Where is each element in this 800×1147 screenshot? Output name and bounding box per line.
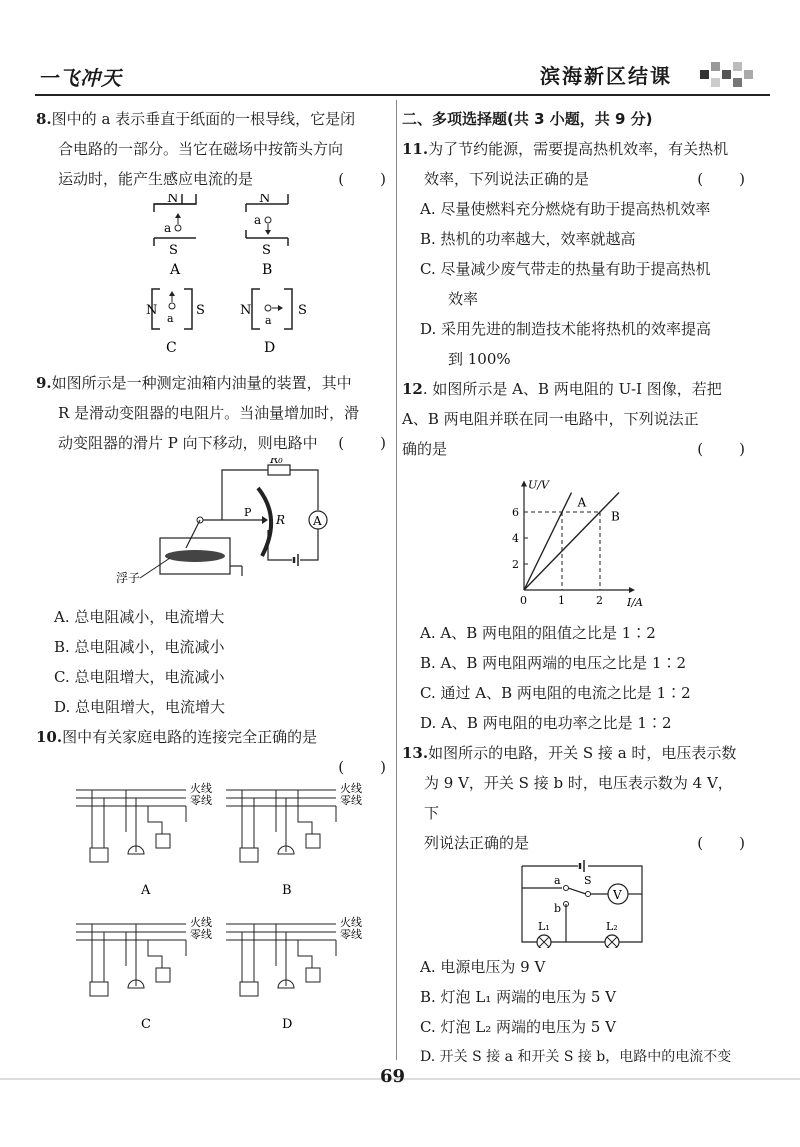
- q9-float-label: 浮子: [116, 571, 141, 585]
- q11-option-c: C. 尽量减少废气带走的热量有助于提高热机: [420, 260, 711, 278]
- q12-answer-blank: ( ): [697, 440, 747, 458]
- q11-option-d-cont: 到 100%: [448, 350, 511, 368]
- x-tick-label-2: 2: [596, 594, 603, 607]
- header-rule: [35, 94, 770, 96]
- q8-b-s: S: [262, 243, 271, 258]
- x-axis-arrow: [629, 587, 635, 593]
- y-tick-label-4: 4: [512, 532, 519, 545]
- q11-option-d: D. 采用先进的制造技术能将热机的效率提高: [420, 320, 712, 338]
- q12-ui-graph: [402, 464, 747, 614]
- q13-switch: [568, 888, 586, 894]
- y-tick-label-6: 6: [512, 506, 519, 519]
- q10-label-c: C: [141, 1017, 151, 1032]
- q13-b-label: b: [554, 902, 562, 915]
- q12-option-d: D. A、B 两电阻的电功率之比是 1∶2: [420, 714, 672, 732]
- q12-text-line2: A、B 两电阻并联在同一电路中，下列说法正: [402, 410, 699, 428]
- q8-label-a: A: [170, 262, 181, 278]
- q8-fig-b: [246, 194, 288, 278]
- q13-answer-blank: ( ): [697, 834, 747, 852]
- q10-fig-a: [76, 782, 212, 898]
- right-column: [402, 104, 747, 1072]
- q10-d-neutral: 零线: [340, 928, 362, 941]
- q12-option-b: B. A、B 两电阻两端的电压之比是 1∶2: [420, 654, 687, 672]
- x-tick-label-0: 0: [520, 594, 527, 607]
- q10-household-circuit-figure: [36, 782, 388, 1042]
- q10-c-live: 火线: [190, 916, 212, 929]
- q13-option-c: C. 灯泡 L₂ 两端的电压为 5 V: [420, 1018, 616, 1036]
- q10-b-live: 火线: [340, 782, 362, 795]
- q13-text-line1: 如图所示的电路，开关 S 接 a 时，电压表示数: [428, 744, 737, 762]
- header-brand: 一飞冲天: [38, 66, 122, 90]
- y-tick-label-2: 2: [512, 558, 519, 571]
- q12-option-c: C. 通过 A、B 两电阻的电流之比是 1∶2: [420, 684, 691, 702]
- question-8: [36, 104, 388, 368]
- q9-oil-gauge-figure: [36, 458, 388, 598]
- q8-a-wire: a: [164, 221, 172, 235]
- q8-a-n: N: [167, 194, 179, 206]
- q8-label-d: D: [264, 340, 276, 356]
- section-2-title: 二、多项选择题(共 3 小题，共 9 分): [402, 110, 653, 128]
- q13-s-label: S: [584, 874, 592, 887]
- q10-a-neutral: 零线: [190, 794, 212, 807]
- q13-option-a: A. 电源电压为 9 V: [420, 958, 546, 976]
- q13-circuit-figure: [402, 858, 747, 948]
- q8-a-s: S: [169, 243, 178, 258]
- q9-p-label: P: [244, 506, 252, 519]
- q10-a-live: 火线: [190, 782, 212, 795]
- header-course-title: 滨海新区结课: [540, 64, 672, 88]
- q8-label-b: B: [262, 262, 273, 278]
- header-decoration-squares: [700, 62, 760, 90]
- q9-option-b: B. 总电阻减小，电流减小: [54, 638, 225, 656]
- q9-float: [165, 550, 225, 562]
- q8-b-wire: a: [254, 213, 262, 227]
- page-number: 69: [380, 1066, 406, 1087]
- q8-text-line3: 运动时，能产生感应电流的是: [58, 170, 254, 188]
- q10-c-neutral: 零线: [190, 928, 212, 941]
- series-line-B: [524, 493, 619, 591]
- q9-text-line3: 动变阻器的滑片 P 向下移动，则电路中: [58, 434, 318, 452]
- q12-text-line3: 确的是: [402, 440, 448, 458]
- q11-number: 11.: [402, 140, 429, 158]
- q13-option-b: B. 灯泡 L₁ 两端的电压为 5 V: [420, 988, 616, 1006]
- question-13: [402, 738, 747, 1072]
- q9-number: 9.: [36, 374, 52, 392]
- q12-text-line1: . 如图所示是 A、B 两电阻的 U-I 图像，若把: [422, 380, 722, 398]
- q13-option-d: D. 开关 S 接 a 和开关 S 接 b，电路中的电流不变: [420, 1049, 732, 1065]
- x-axis-label: I/A: [627, 596, 643, 609]
- question-12: [402, 374, 747, 738]
- q8-b-n: N: [259, 194, 271, 206]
- y-axis-label: U/V: [528, 478, 549, 492]
- question-11: [402, 134, 747, 374]
- q13-a-label: a: [554, 874, 561, 887]
- q12-number: 12: [402, 380, 423, 398]
- q8-text-line2: 合电路的一部分。当它在磁场中按箭头方向: [58, 140, 344, 158]
- q11-option-b: B. 热机的功率越大，效率就越高: [420, 230, 636, 248]
- y-axis-arrow: [521, 481, 527, 487]
- q9-r0-resistor: [268, 465, 290, 475]
- q11-answer-blank: ( ): [697, 170, 747, 188]
- q8-text-line1: 图中的 a 表示垂直于纸面的一根导线，它是闭: [51, 110, 356, 128]
- q11-option-c-cont: 效率: [448, 290, 479, 308]
- q8-d-s: S: [298, 303, 307, 318]
- series-line-A: [524, 493, 572, 591]
- column-divider: [396, 100, 397, 1060]
- series-label-B: B: [611, 509, 620, 524]
- q10-label-a: A: [141, 883, 151, 898]
- q8-answer-blank: ( ): [338, 170, 388, 188]
- q8-label-c: C: [166, 340, 177, 356]
- q9-r0-label: R₀: [270, 458, 283, 466]
- q13-l2-label: L₂: [606, 920, 618, 933]
- q8-fig-c: [146, 289, 205, 356]
- q9-r-label: R: [276, 513, 286, 527]
- x-tick-label-1: 1: [558, 594, 565, 607]
- q8-d-wire: a: [265, 314, 272, 327]
- q8-fig-d: [240, 289, 307, 356]
- question-10: [36, 722, 388, 1046]
- q9-option-c: C. 总电阻增大，电流减小: [54, 668, 225, 686]
- q10-answer-blank: ( ): [338, 758, 388, 776]
- q10-fig-b: [226, 782, 362, 898]
- q13-text-line2: 为 9 V，开关 S 接 b 时，电压表示数为 4 V，下: [424, 774, 733, 822]
- q8-c-wire: a: [167, 312, 174, 325]
- q8-c-n: N: [146, 303, 158, 318]
- q10-text: 图中有关家庭电路的连接完全正确的是: [62, 728, 318, 746]
- q10-label-b: B: [282, 883, 292, 898]
- series-label-A: A: [577, 495, 587, 510]
- q10-label-d: D: [282, 1017, 293, 1032]
- q11-text-line2: 效率，下列说法正确的是: [424, 170, 590, 188]
- q9-answer-blank: ( ): [338, 434, 388, 452]
- q8-c-s: S: [196, 303, 205, 318]
- q9-text-line1: 如图所示是一种测定油箱内油量的装置，其中: [51, 374, 352, 392]
- q13-v-label: V: [613, 888, 622, 902]
- q8-magnet-figure: [36, 194, 388, 364]
- question-9: [36, 368, 388, 722]
- q11-text-line1: 为了节约能源，需要提高热机效率，有关热机: [428, 140, 729, 158]
- q10-fig-c: [76, 915, 212, 1032]
- left-column: [36, 104, 388, 1046]
- q10-number: 10.: [36, 728, 63, 746]
- q8-number: 8.: [36, 110, 52, 128]
- q12-option-a: A. A、B 两电阻的阻值之比是 1∶2: [420, 624, 656, 642]
- q8-fig-a: [154, 194, 196, 278]
- q13-l1-label: L₁: [538, 920, 550, 933]
- q9-ammeter-label: A: [313, 514, 322, 528]
- q10-d-live: 火线: [340, 916, 362, 929]
- q13-text-line3: 列说法正确的是: [424, 834, 530, 852]
- q8-d-n: N: [240, 303, 252, 318]
- q10-fig-d: [226, 915, 362, 1032]
- q9-text-line2: R 是滑动变阻器的电阻片。当油量增加时，滑: [58, 404, 360, 422]
- q11-option-a: A. 尽量使燃料充分燃烧有助于提高热机效率: [420, 200, 711, 218]
- q13-number: 13.: [402, 744, 429, 762]
- q9-option-a: A. 总电阻减小，电流增大: [54, 608, 225, 626]
- q10-b-neutral: 零线: [340, 794, 362, 807]
- q9-option-d: D. 总电阻增大，电流增大: [54, 698, 226, 716]
